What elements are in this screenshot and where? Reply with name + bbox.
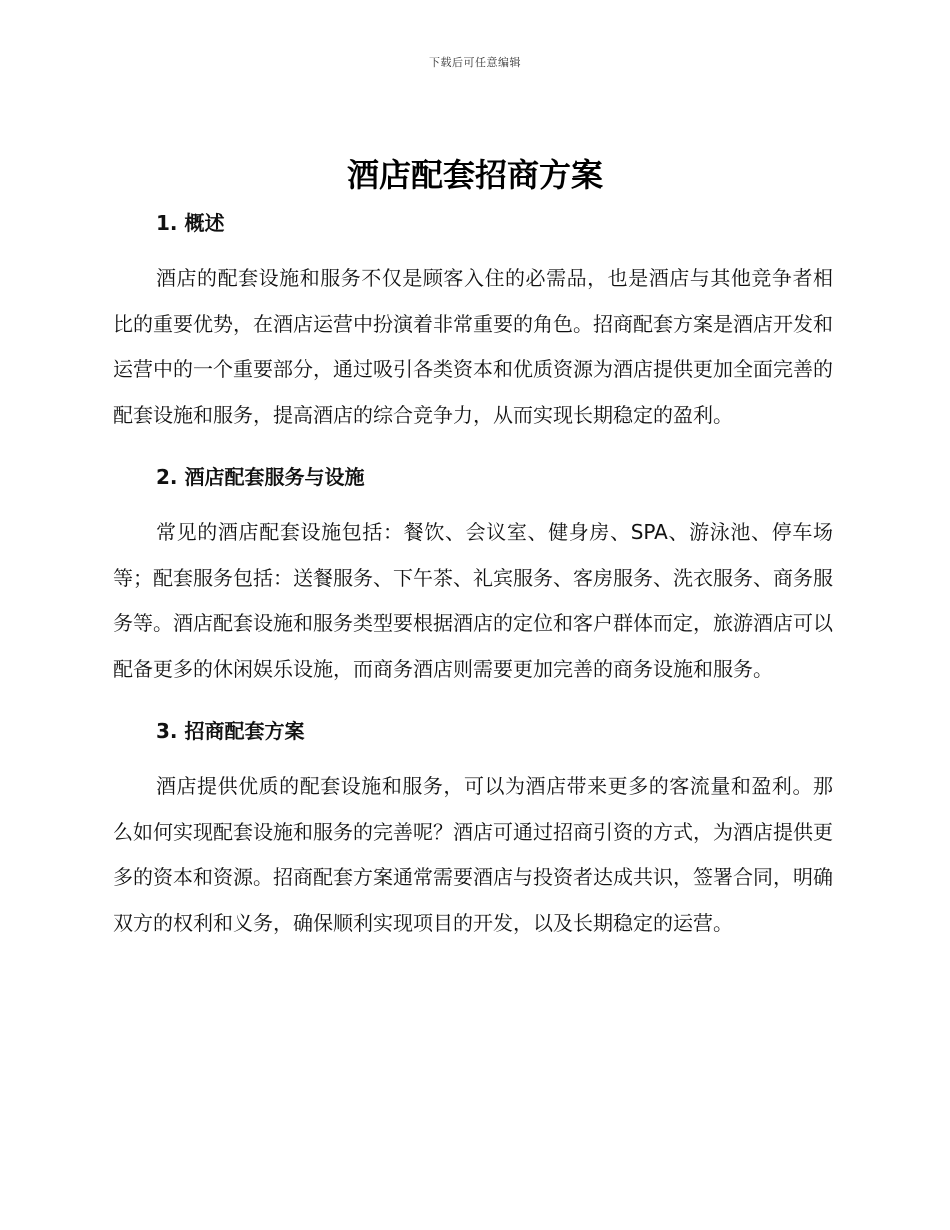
section-heading-investment-plan: 3. 招商配套方案 <box>156 719 305 743</box>
section-paragraph-services: 常见的酒店配套设施包括：餐饮、会议室、健身房、SPA、游泳池、停车场等；配套服务包括：送餐服务、下午茶、礼宾服务、客房服务、洗衣服务、商务服务等。酒店配套设施和服务类型要根据酒店的定位和客户群体而定，旅游酒店可以配备更多的休闲娱乐设施，而商务酒店则需要更加完善的商务设施和服务。 <box>113 520 833 681</box>
document-body <box>113 204 833 946</box>
section-paragraph-investment-plan: 酒店提供优质的配套设施和服务，可以为酒店带来更多的客流量和盈利。那么如何实现配套设施和服务的完善呢？酒店可通过招商引资的方式，为酒店提供更多的资本和资源。招商配套方案通常需要酒店与投资者达成共识，签署合同，明确双方的权利和义务，确保顺利实现项目的开发，以及长期稳定的运营。 <box>113 774 833 935</box>
document-title: 酒店配套招商方案 <box>346 156 603 194</box>
section-heading-services: 2. 酒店配套服务与设施 <box>156 465 365 489</box>
section-paragraph-overview: 酒店的配套设施和服务不仅是顾客入住的必需品，也是酒店与其他竞争者相比的重要优势，在酒店运营中扮演着非常重要的角色。招商配套方案是酒店开发和运营中的一个重要部分，通过吸引各类资本和优质资源为酒店提供更加全面完善的配套设施和服务，提高酒店的综合竞争力，从而实现长期稳定的盈利。 <box>113 266 833 427</box>
header-note: 下载后可任意编辑 <box>429 56 521 69</box>
section-heading-overview: 1. 概述 <box>156 211 225 235</box>
